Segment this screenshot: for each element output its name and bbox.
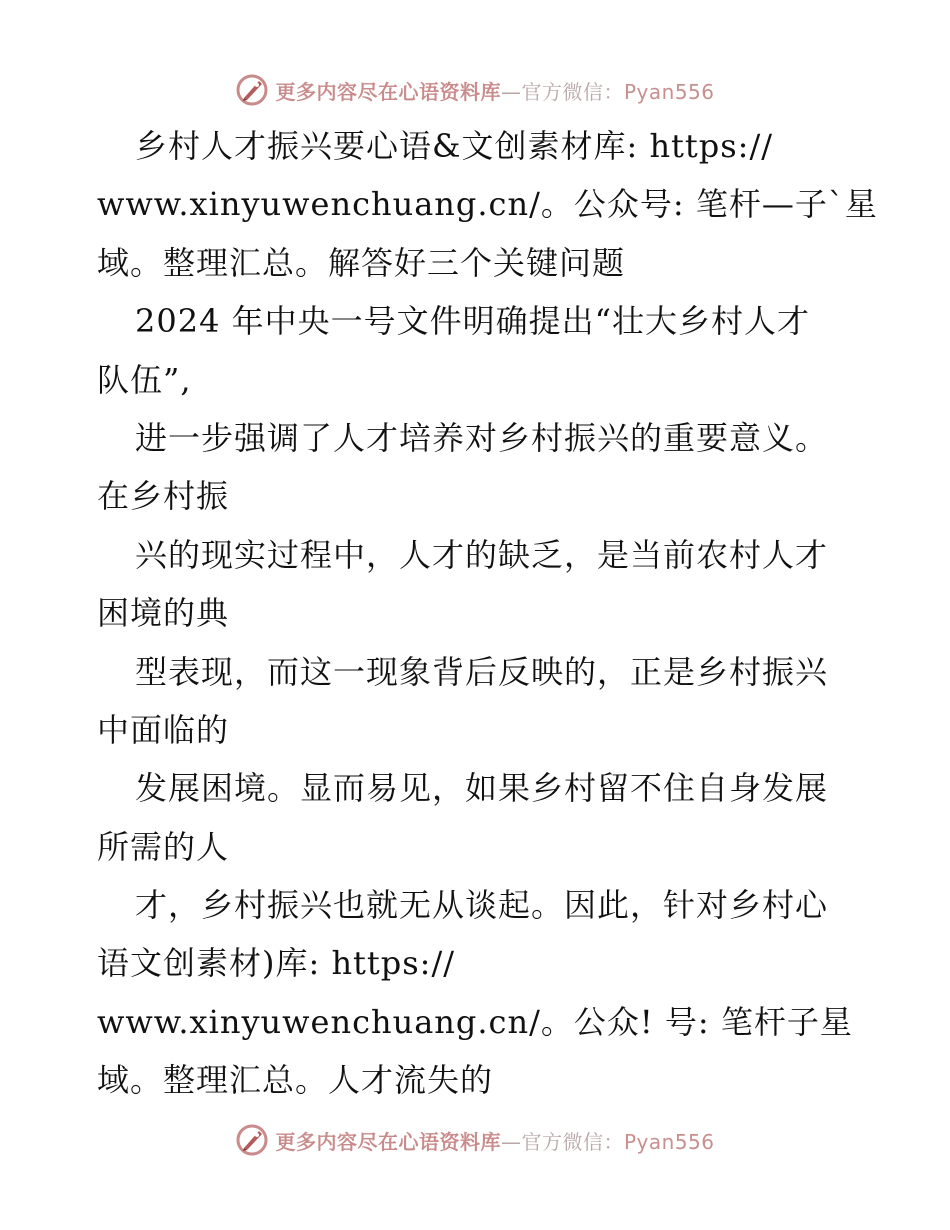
quill-logo-icon: [235, 1123, 269, 1157]
text-line: 所需的人: [97, 827, 230, 866]
banner-wechat-id: Pyan556: [623, 1129, 715, 1154]
text-line: www.xinyuwenchuang.cn/。公众号: 笔杆—子`星: [97, 185, 878, 224]
text-line: 域。整理汇总。人才流失的: [97, 1061, 494, 1100]
banner-rest-text: —官方微信：: [500, 79, 624, 104]
text-line: www.xinyuwenchuang.cn/。公众! 号: 笔杆子星: [97, 1002, 853, 1041]
quill-logo-icon: [235, 73, 269, 107]
text-line: 兴的现实过程中，人才的缺乏，是当前农村人才: [135, 535, 829, 574]
text-line: 困境的典: [97, 594, 230, 633]
text-line: 才，乡村振兴也就无从谈起。因此，针对乡村心: [135, 886, 829, 925]
text-line: 型表现，而这一现象背后反映的，正是乡村振兴: [135, 652, 829, 691]
footer-banner-text: [275, 1126, 714, 1155]
text-line: 进一步强调了人才培养对乡村振兴的重要意义。: [135, 418, 829, 457]
banner-lead-text: 更多内容尽在心语资料库: [275, 79, 501, 104]
text-line: 语文创素材)库: https://: [97, 944, 456, 983]
document-body: [97, 117, 877, 1110]
header-banner-text: [275, 76, 714, 105]
banner-lead-text: 更多内容尽在心语资料库: [275, 1129, 501, 1154]
text-line: 在乡村振: [97, 477, 230, 516]
text-line: 队伍”,: [97, 360, 192, 399]
banner-wechat-id: Pyan556: [623, 79, 715, 104]
banner-rest-text: —官方微信：: [500, 1129, 624, 1154]
header-banner-inner: [235, 73, 714, 107]
text-line: 中面临的: [97, 710, 230, 749]
header-banner: [0, 70, 950, 110]
text-line: 域。整理汇总。解答好三个关键问题: [97, 243, 626, 282]
text-line: 发展困境。显而易见，如果乡村留不住自身发展: [135, 769, 829, 808]
text-line: 2024 年中央一号文件明确提出“壮大乡村人才: [135, 302, 810, 341]
footer-banner: [0, 1120, 950, 1160]
text-line: 乡村人才振兴要心语&文创素材库: https://: [135, 127, 774, 165]
footer-banner-inner: [235, 1123, 714, 1157]
